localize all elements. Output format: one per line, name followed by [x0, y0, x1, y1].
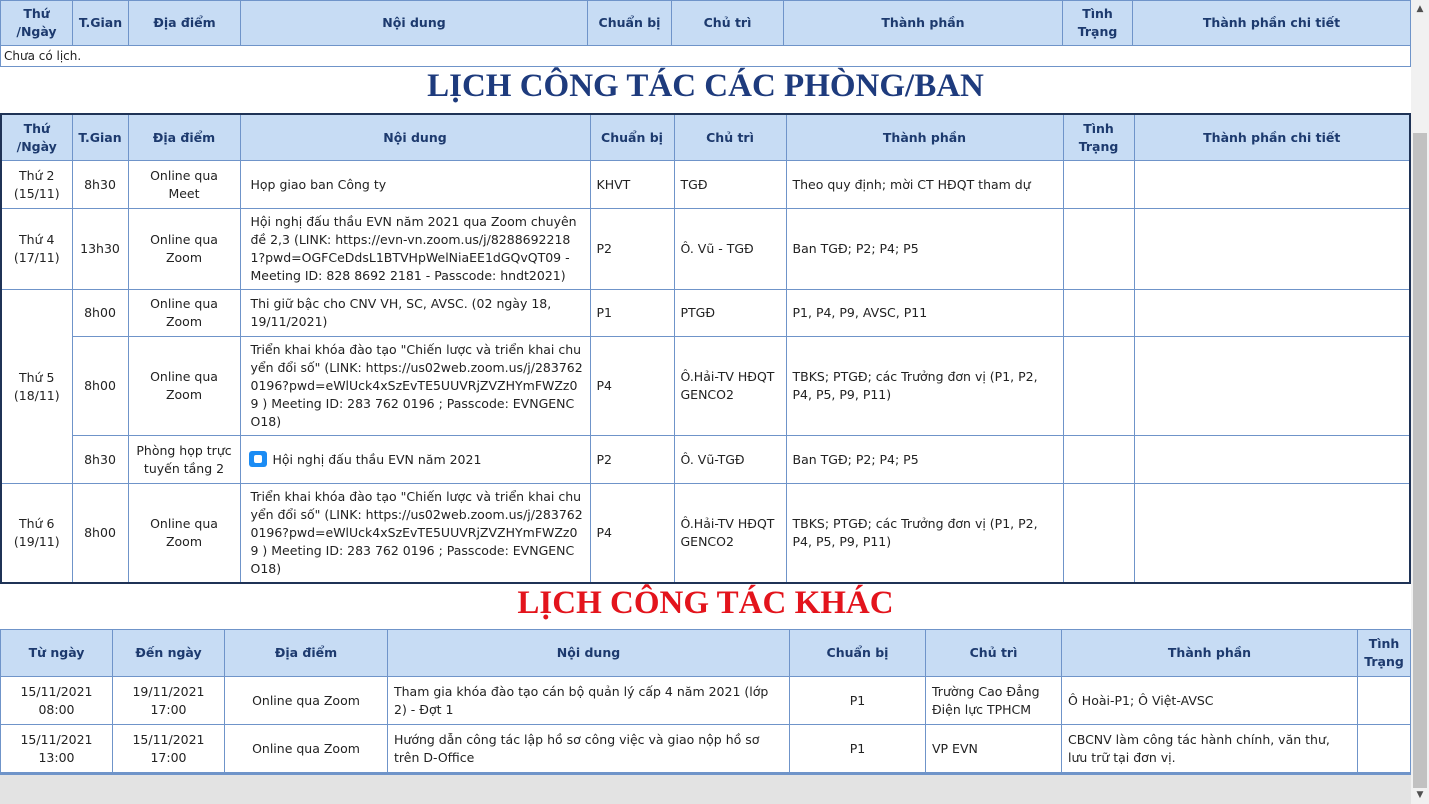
col-header-place: Địa điểm — [128, 114, 240, 161]
status-cell — [1358, 725, 1411, 773]
detail-cell — [1134, 337, 1410, 436]
chair-cell: PTGĐ — [674, 290, 786, 337]
prep-cell: P4 — [590, 337, 674, 436]
place-cell: Online qua Meet — [128, 161, 240, 209]
table-row — [1, 725, 1411, 773]
col-header-time: T.Gian — [73, 1, 129, 46]
chair-cell: Trường Cao Đẳng Điện lực TPHCM — [926, 677, 1062, 725]
status-cell — [1358, 677, 1411, 725]
members-cell: P1, P4, P9, AVSC, P11 — [786, 290, 1063, 337]
empty-message: Chưa có lịch. — [1, 46, 1411, 67]
col-header-content: Nội dung — [388, 630, 790, 677]
detail-cell — [1134, 436, 1410, 484]
time-cell: 8h30 — [72, 436, 128, 484]
members-cell: Ban TGĐ; P2; P4; P5 — [786, 209, 1063, 290]
col-header-members: Thành phần — [1062, 630, 1358, 677]
day-cell: Thứ 5 (18/11) — [1, 290, 72, 484]
prep-cell: P1 — [590, 290, 674, 337]
time-cell: 8h00 — [72, 290, 128, 337]
table-header-row — [1, 1, 1411, 46]
col-header-to: Đến ngày — [113, 630, 225, 677]
table-row — [1, 161, 1410, 209]
col-header-chair: Chủ trì — [672, 1, 784, 46]
prep-cell: P2 — [590, 209, 674, 290]
table-row — [1, 209, 1410, 290]
chair-cell: Ô. Vũ-TGĐ — [674, 436, 786, 484]
place-cell: Online qua Zoom — [225, 725, 388, 773]
content-cell: Triển khai khóa đào tạo "Chiến lược và triển khai chuyển đổi số" (LINK: https://us02web.zoom.us/j/2837620196?pwd=eWlUck4xSzEvTE5UUVRjZVZHYmFWZz09 ) Meeting ID: 283 762 0196 ; Passcode: EVNGENCO18) — [240, 484, 590, 583]
table-row — [1, 290, 1410, 337]
video-call-icon[interactable] — [249, 451, 267, 467]
vertical-scrollbar[interactable] — [1411, 0, 1429, 804]
prep-cell: KHVT — [590, 161, 674, 209]
status-cell — [1063, 161, 1134, 209]
top-schedule-table — [0, 0, 1411, 67]
table-header-row — [1, 630, 1411, 677]
col-header-detail: Thành phần chi tiết — [1134, 114, 1410, 161]
content-cell — [240, 436, 590, 484]
col-header-prep: Chuẩn bị — [790, 630, 926, 677]
detail-cell — [1134, 484, 1410, 583]
members-cell: Ban TGĐ; P2; P4; P5 — [786, 436, 1063, 484]
time-cell: 8h00 — [72, 337, 128, 436]
prep-cell: P1 — [790, 677, 926, 725]
members-cell: CBCNV làm công tác hành chính, văn thư, lưu trữ tại đơn vị. — [1062, 725, 1358, 773]
to-cell: 15/11/2021 17:00 — [113, 725, 225, 773]
content-cell: Hướng dẫn công tác lập hồ sơ công việc và giao nộp hồ sơ trên D-Office — [388, 725, 790, 773]
status-cell — [1063, 290, 1134, 337]
other-schedule-table — [0, 629, 1411, 773]
chair-cell: Ô.Hải-TV HĐQT GENCO2 — [674, 337, 786, 436]
place-cell: Phòng họp trực tuyến tầng 2 — [128, 436, 240, 484]
prep-cell: P2 — [590, 436, 674, 484]
col-header-prep: Chuẩn bị — [588, 1, 672, 46]
table-row — [1, 337, 1410, 436]
scroll-up-icon[interactable]: ▲ — [1416, 4, 1424, 14]
table-row — [1, 677, 1411, 725]
time-cell: 13h30 — [72, 209, 128, 290]
col-header-place: Địa điểm — [225, 630, 388, 677]
table-row — [1, 436, 1410, 484]
status-cell — [1063, 484, 1134, 583]
col-header-place: Địa điểm — [129, 1, 241, 46]
members-cell: TBKS; PTGĐ; các Trưởng đơn vị (P1, P2, P4, P5, P9, P11) — [786, 484, 1063, 583]
chair-cell: TGĐ — [674, 161, 786, 209]
department-schedule-title: LỊCH CÔNG TÁC CÁC PHÒNG/BAN — [427, 68, 984, 104]
detail-cell — [1134, 161, 1410, 209]
place-cell: Online qua Zoom — [128, 209, 240, 290]
col-header-members: Thành phần — [784, 1, 1063, 46]
col-header-day: Thứ /Ngày — [1, 1, 73, 46]
col-header-day: Thứ /Ngày — [1, 114, 72, 161]
chair-cell: VP EVN — [926, 725, 1062, 773]
table-row — [1, 484, 1410, 583]
chair-cell: Ô.Hải-TV HĐQT GENCO2 — [674, 484, 786, 583]
prep-cell: P1 — [790, 725, 926, 773]
place-cell: Online qua Zoom — [128, 484, 240, 583]
members-cell: Ô Hoài-P1; Ô Việt-AVSC — [1062, 677, 1358, 725]
content-cell: Họp giao ban Công ty — [240, 161, 590, 209]
detail-cell — [1134, 290, 1410, 337]
status-cell — [1063, 337, 1134, 436]
chair-cell: Ô. Vũ - TGĐ — [674, 209, 786, 290]
from-cell: 15/11/2021 08:00 — [1, 677, 113, 725]
members-cell: TBKS; PTGĐ; các Trưởng đơn vị (P1, P2, P4, P5, P9, P11) — [786, 337, 1063, 436]
col-header-prep: Chuẩn bị — [590, 114, 674, 161]
scroll-down-icon[interactable]: ▼ — [1416, 790, 1424, 800]
table-row — [1, 46, 1411, 67]
time-cell: 8h30 — [72, 161, 128, 209]
status-cell — [1063, 209, 1134, 290]
col-header-members: Thành phần — [786, 114, 1063, 161]
col-header-content: Nội dung — [240, 114, 590, 161]
col-header-content: Nội dung — [241, 1, 588, 46]
col-header-from: Từ ngày — [1, 630, 113, 677]
content-cell: Tham gia khóa đào tạo cán bộ quản lý cấp 4 năm 2021 (lớp 2) - Đợt 1 — [388, 677, 790, 725]
place-cell: Online qua Zoom — [225, 677, 388, 725]
detail-cell — [1134, 209, 1410, 290]
scrollbar-thumb[interactable] — [1413, 133, 1427, 788]
col-header-time: T.Gian — [72, 114, 128, 161]
day-cell: Thứ 6 (19/11) — [1, 484, 72, 583]
content-cell: Hội nghị đấu thầu EVN năm 2021 qua Zoom chuyên đề 2,3 (LINK: https://evn-vn.zoom.us/j/82886922181?pwd=OGFCeDdsL1BTVHpWelNiaEE1dGQvQT09 - Meeting ID: 828 8692 2181 - Passcode: hndt2021) — [240, 209, 590, 290]
place-cell: Online qua Zoom — [128, 337, 240, 436]
prep-cell: P4 — [590, 484, 674, 583]
table-header-row — [1, 114, 1410, 161]
col-header-detail: Thành phần chi tiết — [1133, 1, 1411, 46]
footer-bar — [0, 772, 1411, 804]
col-header-status: Tình Trạng — [1063, 1, 1133, 46]
department-schedule-table — [0, 113, 1411, 584]
time-cell: 8h00 — [72, 484, 128, 583]
members-cell: Theo quy định; mời CT HĐQT tham dự — [786, 161, 1063, 209]
other-schedule-title: LỊCH CÔNG TÁC KHÁC — [517, 585, 894, 621]
content-text: Hội nghị đấu thầu EVN năm 2021 — [272, 451, 482, 467]
col-header-chair: Chủ trì — [926, 630, 1062, 677]
col-header-status: Tình Trạng — [1063, 114, 1134, 161]
status-cell — [1063, 436, 1134, 484]
place-cell: Online qua Zoom — [128, 290, 240, 337]
day-cell: Thứ 2 (15/11) — [1, 161, 72, 209]
col-header-status: Tình Trạng — [1358, 630, 1411, 677]
content-cell: Triển khai khóa đào tạo "Chiến lược và triển khai chuyển đổi số" (LINK: https://us02web.zoom.us/j/2837620196?pwd=eWlUck4xSzEvTE5UUVRjZVZHYmFWZz09 ) Meeting ID: 283 762 0196 ; Passcode: EVNGENCO18) — [240, 337, 590, 436]
day-cell: Thứ 4 (17/11) — [1, 209, 72, 290]
from-cell: 15/11/2021 13:00 — [1, 725, 113, 773]
to-cell: 19/11/2021 17:00 — [113, 677, 225, 725]
content-cell: Thi giữ bậc cho CNV VH, SC, AVSC. (02 ngày 18, 19/11/2021) — [240, 290, 590, 337]
col-header-chair: Chủ trì — [674, 114, 786, 161]
